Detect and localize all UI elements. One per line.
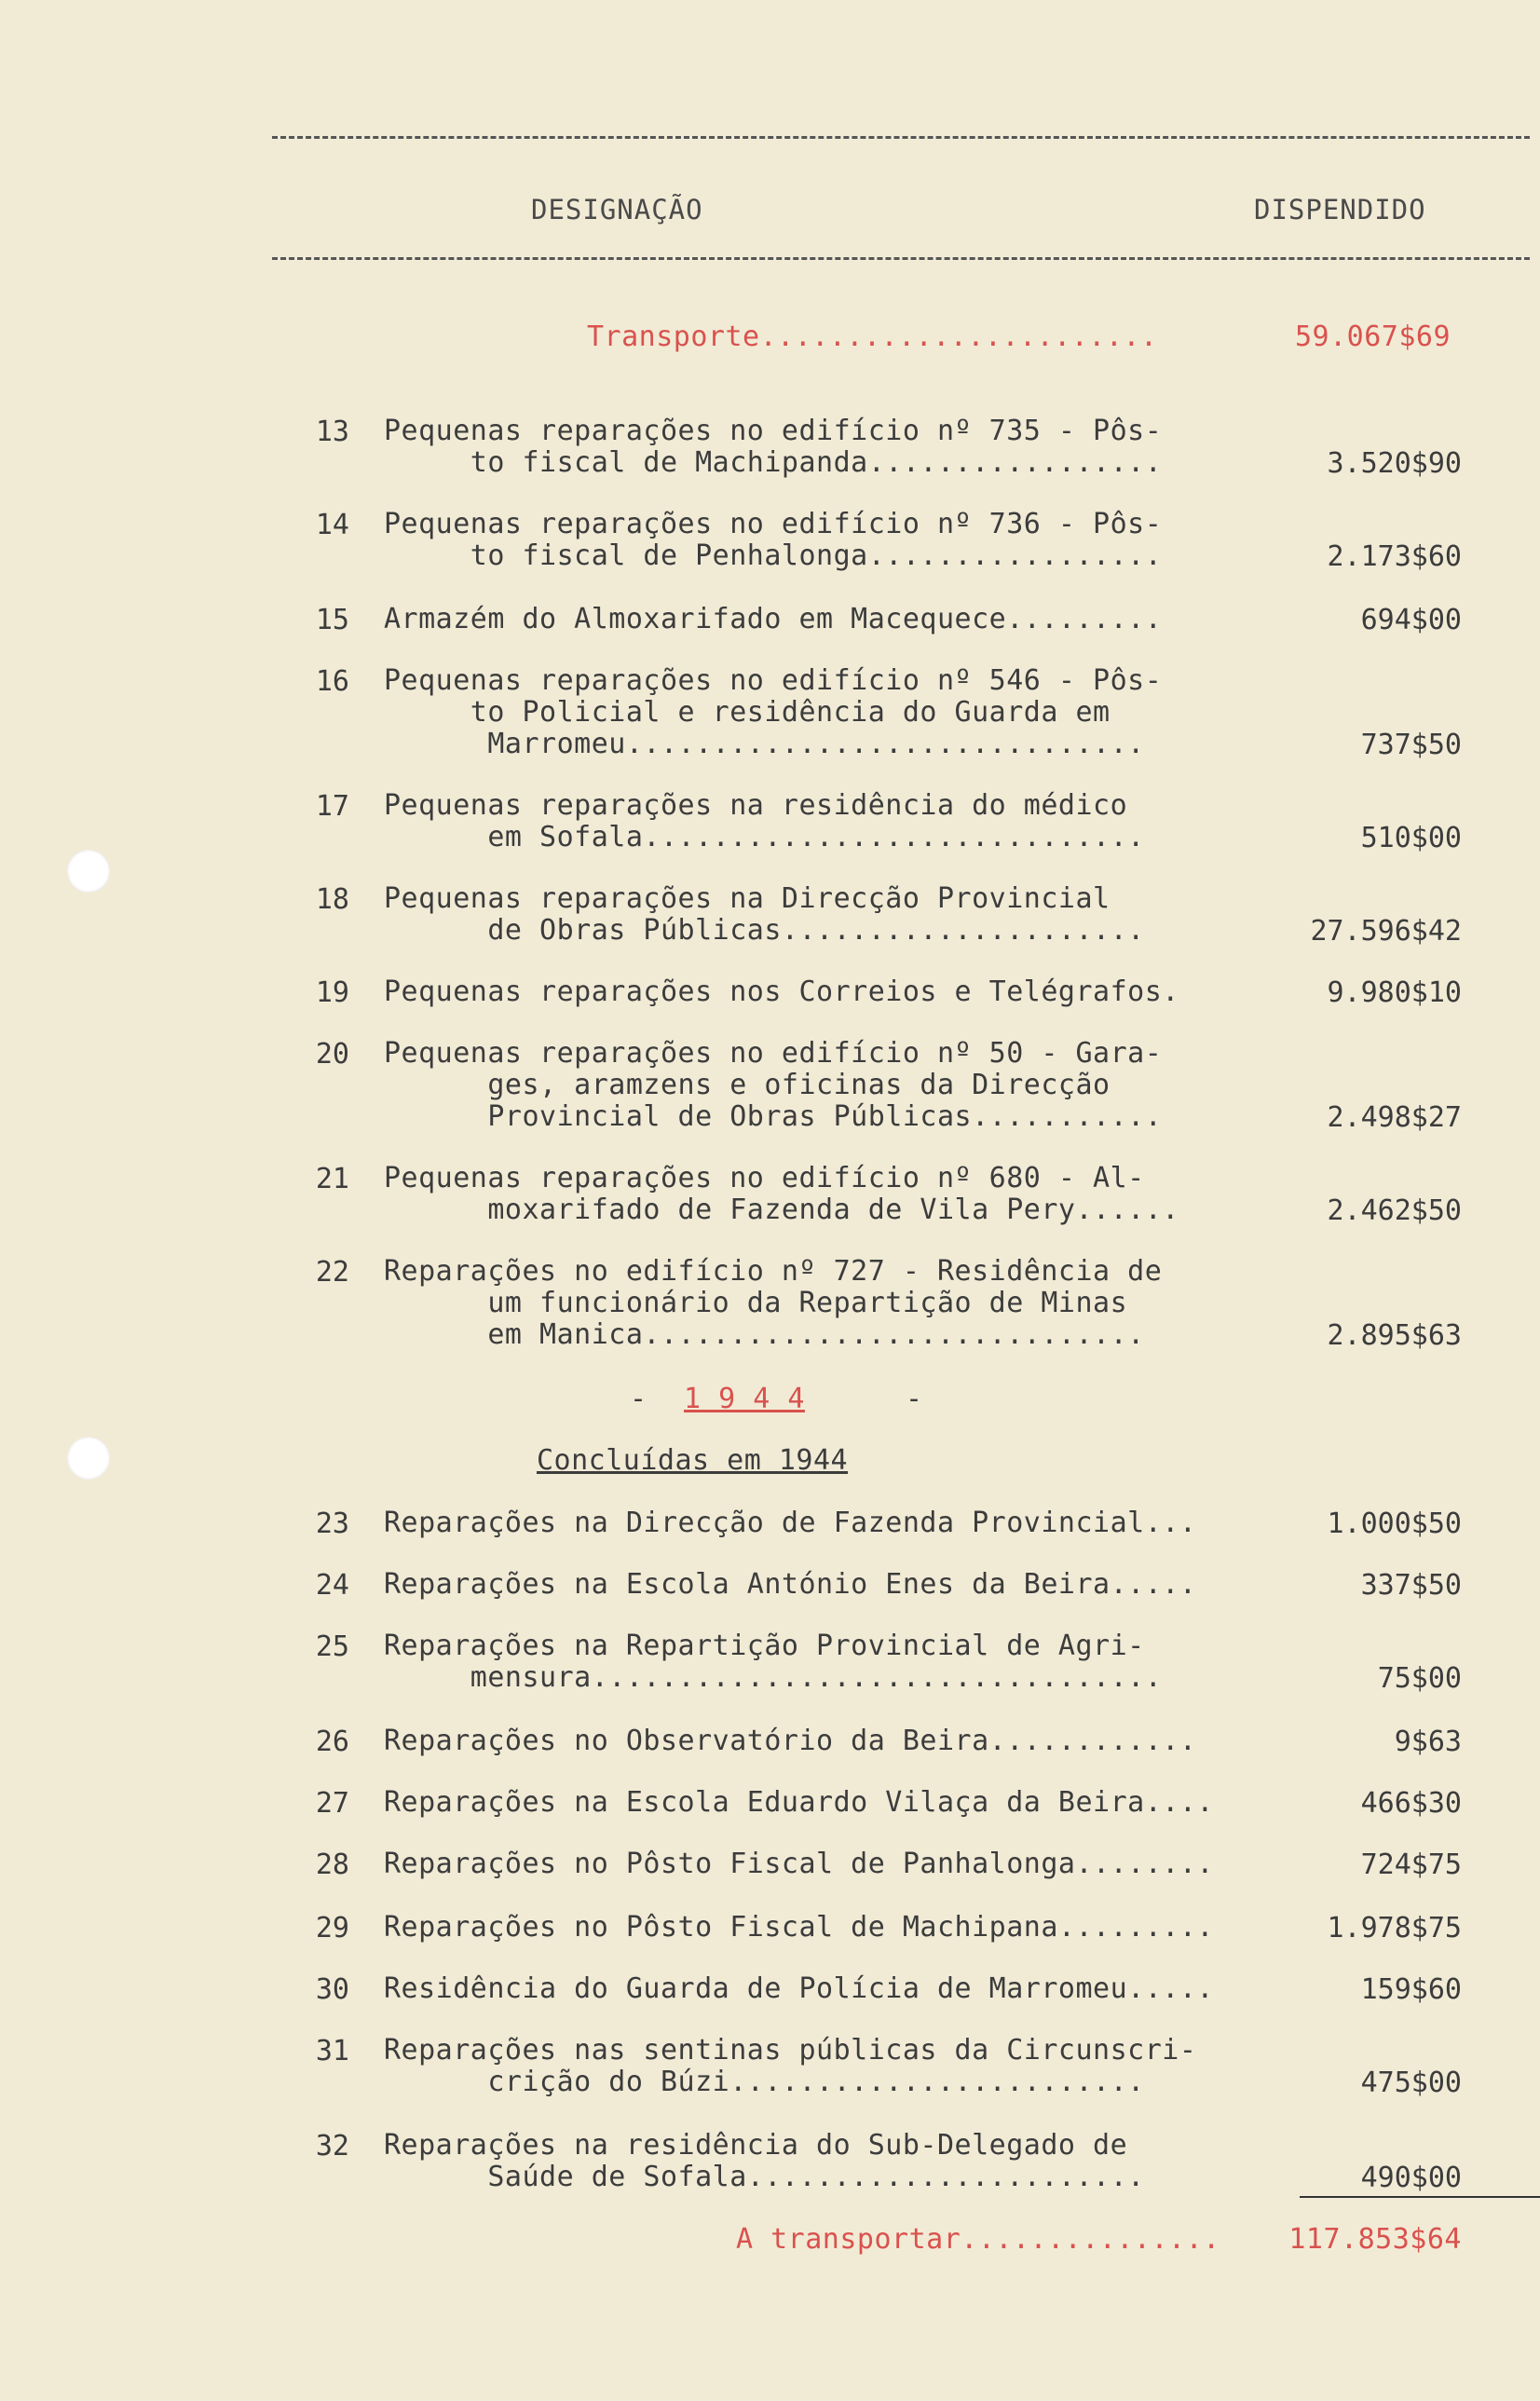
- section-subtitle: Concluídas em 1944: [537, 1444, 849, 1477]
- entry-number: 22: [315, 1256, 349, 1289]
- entry-description: Reparações no Pôsto Fiscal de Panhalonga........: [384, 1848, 1214, 1880]
- entry-description: Reparações nas sentinas públicas da Circunscri- crição do Búzi........................: [384, 2034, 1197, 2098]
- entry-description: Reparações na Direcção de Fazenda Provincial...: [384, 1507, 1197, 1539]
- entry-description: Pequenas reparações no edifício nº 736 - Pôs- to fiscal de Penhalonga.................: [384, 508, 1163, 572]
- entry-description: Pequenas reparações no edifício nº 50 - Gara- ges, aramzens e oficinas da Direcção Provincial de Obras Públicas...........: [384, 1037, 1163, 1133]
- entry-amount: 2.895$63: [1327, 1319, 1462, 1352]
- entry-description: Pequenas reparações na residência do médico em Sofala.............................: [384, 789, 1145, 853]
- entry-number: 32: [315, 2130, 349, 2162]
- entry-number: 23: [315, 1507, 349, 1540]
- entry-amount: 337$50: [1360, 1569, 1462, 1602]
- entry-number: 24: [315, 1569, 349, 1602]
- transport-out-label: A transportar...............: [736, 2223, 1220, 2256]
- entry-description: Reparações na Escola António Enes da Beira.....: [384, 1568, 1197, 1601]
- entry-number: 29: [315, 1912, 349, 1944]
- entry-description: Pequenas reparações na Direcção Provincial de Obras Públicas.....................: [384, 882, 1145, 947]
- entry-description: Reparações no edifício nº 727 - Residência de um funcionário da Repartição de Minas em Manica.............................: [384, 1255, 1163, 1351]
- entry-number: 26: [315, 1726, 349, 1758]
- entry-description: Pequenas reparações no edifício nº 546 - Pôs- to Policial e residência do Guarda em Marromeu..............................: [384, 664, 1163, 760]
- entry-number: 20: [315, 1038, 349, 1071]
- transport-in-value: 59.067$69: [1295, 321, 1451, 353]
- entry-amount: 490$00: [1360, 2162, 1462, 2194]
- top-rule: [272, 136, 1530, 139]
- entry-description: Reparações no Pôsto Fiscal de Machipana.........: [384, 1911, 1214, 1944]
- entry-amount: 3.520$90: [1327, 447, 1462, 480]
- entry-number: 28: [315, 1848, 349, 1881]
- entry-number: 14: [315, 509, 349, 541]
- entry-description: Armazém do Almoxarifado em Macequece.........: [384, 603, 1163, 635]
- entry-number: 18: [315, 883, 349, 916]
- entry-description: Residência do Guarda de Polícia de Marromeu.....: [384, 1972, 1214, 2005]
- entry-description: Reparações na Escola Eduardo Vilaça da Beira....: [384, 1786, 1214, 1819]
- entry-description: Pequenas reparações no edifício nº 735 - Pôs- to fiscal de Machipanda.................: [384, 415, 1163, 479]
- total-rule: [1300, 2196, 1540, 2198]
- year-dash-right: -: [906, 1383, 923, 1415]
- year-dash-left: -: [630, 1383, 647, 1415]
- entry-amount: 2.498$27: [1327, 1101, 1462, 1134]
- entry-amount: 9.980$10: [1327, 976, 1462, 1009]
- col-header-designation: DESIGNAÇÃO: [531, 194, 703, 225]
- transport-out-value: 117.853$64: [1288, 2223, 1462, 2256]
- entry-amount: 159$60: [1360, 1973, 1462, 2006]
- entry-amount: 475$00: [1360, 2067, 1462, 2099]
- entry-amount: 694$00: [1360, 604, 1462, 636]
- header-rule: [272, 257, 1530, 260]
- entry-number: 31: [315, 2035, 349, 2067]
- entry-number: 27: [315, 1787, 349, 1820]
- entry-number: 25: [315, 1630, 349, 1663]
- entry-amount: 9$63: [1394, 1726, 1462, 1758]
- entry-amount: 2.173$60: [1327, 540, 1462, 573]
- entry-amount: 466$30: [1360, 1787, 1462, 1820]
- entry-number: 16: [315, 665, 349, 698]
- entry-number: 21: [315, 1163, 349, 1195]
- entry-number: 15: [315, 604, 349, 636]
- entry-number: 17: [315, 790, 349, 823]
- entry-number: 19: [315, 976, 349, 1009]
- entry-amount: 2.462$50: [1327, 1194, 1462, 1227]
- entry-description: Reparações na Repartição Provincial de Agri- mensura.................................: [384, 1630, 1163, 1694]
- punch-hole: [67, 1437, 110, 1480]
- entry-description: Reparações na residência do Sub-Delegado de Saúde de Sofala.......................: [384, 2129, 1145, 2193]
- year-heading: 1 9 4 4: [684, 1383, 805, 1415]
- entry-amount: 737$50: [1360, 729, 1462, 761]
- entry-description: Pequenas reparações no edifício nº 680 - Al- moxarifado de Fazenda de Vila Pery......: [384, 1162, 1179, 1226]
- entry-description: Reparações no Observatório da Beira............: [384, 1725, 1197, 1757]
- entry-amount: 724$75: [1360, 1848, 1462, 1881]
- col-header-spent: DISPENDIDO: [1254, 194, 1426, 225]
- entry-amount: 75$00: [1377, 1662, 1462, 1695]
- transport-in-label: Transporte.......................: [587, 321, 1158, 353]
- entry-amount: 27.596$42: [1310, 915, 1462, 948]
- entry-number: 30: [315, 1973, 349, 2006]
- entry-amount: 1.978$75: [1327, 1912, 1462, 1944]
- entry-description: Pequenas reparações nos Correios e Telégrafos.: [384, 975, 1179, 1008]
- entry-number: 13: [315, 416, 349, 448]
- entry-amount: 510$00: [1360, 822, 1462, 854]
- punch-hole: [67, 850, 110, 893]
- entry-amount: 1.000$50: [1327, 1507, 1462, 1540]
